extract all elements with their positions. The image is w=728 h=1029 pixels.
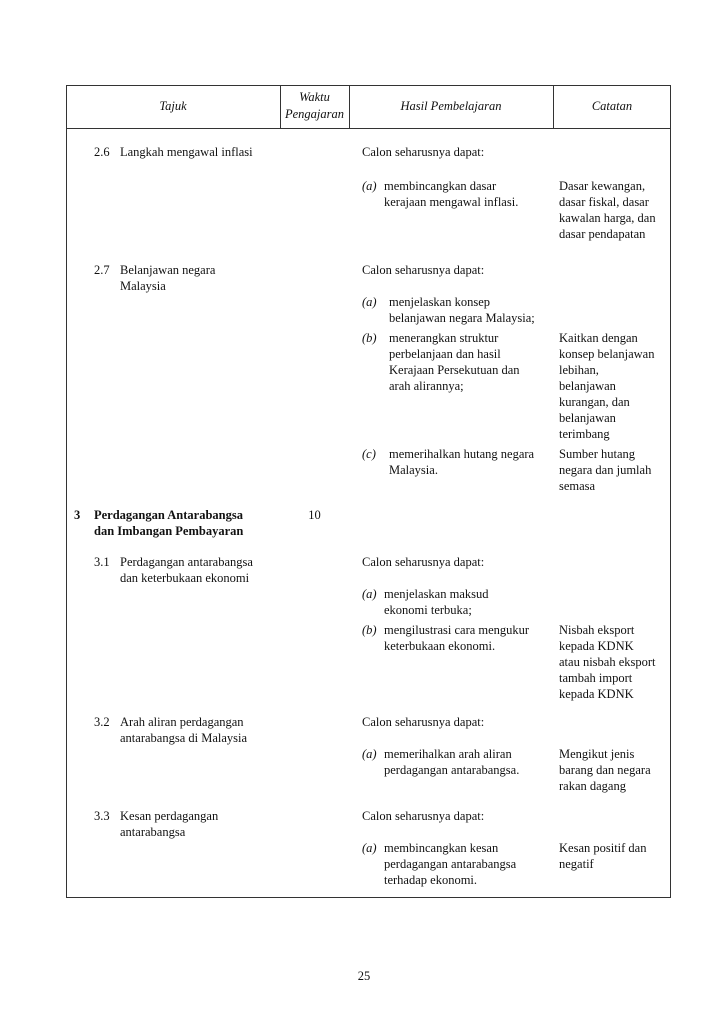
outcome-marker: (a) bbox=[362, 747, 377, 761]
topic-number: 3.3 bbox=[94, 809, 110, 823]
outcome-text: ekonomi terbuka; bbox=[384, 603, 472, 617]
note-text: barang dan negara bbox=[559, 763, 651, 777]
header-catatan: Catatan bbox=[591, 99, 633, 113]
outcome-text: membincangkan kesan bbox=[384, 841, 499, 855]
outcome-marker: (a) bbox=[362, 841, 377, 855]
note-text: dasar fiskal, dasar bbox=[559, 195, 649, 209]
outcome-text: kerajaan mengawal inflasi. bbox=[384, 195, 519, 209]
outcome-text: Kerajaan Persekutuan dan bbox=[389, 363, 520, 377]
outcome-text: memerihalkan arah aliran bbox=[384, 747, 512, 761]
note-text: atau nisbah eksport bbox=[559, 655, 656, 669]
note-text: Kaitkan dengan bbox=[559, 331, 638, 345]
outcome-text: keterbukaan ekonomi. bbox=[384, 639, 496, 653]
note-text: rakan dagang bbox=[559, 779, 626, 793]
topic-number: 2.6 bbox=[94, 145, 110, 159]
topic-title: dan keterbukaan ekonomi bbox=[120, 571, 250, 585]
outcome-text: membincangkan dasar bbox=[384, 179, 497, 193]
outcome-text: menerangkan struktur bbox=[389, 331, 499, 345]
outcome-intro: Calon seharusnya dapat: bbox=[362, 715, 485, 729]
note-text: kepada KDNK bbox=[559, 687, 634, 701]
note-text: kawalan harga, dan bbox=[559, 211, 656, 225]
outcome-text: menjelaskan konsep bbox=[389, 295, 491, 309]
note-text: kepada KDNK bbox=[559, 639, 634, 653]
note-text: negatif bbox=[559, 857, 594, 871]
outcome-marker: (a) bbox=[362, 179, 377, 193]
outcome-text: perbelanjaan dan hasil bbox=[389, 347, 501, 361]
outcome-marker: (a) bbox=[362, 587, 377, 601]
note-text: lebihan, bbox=[559, 363, 599, 377]
topic-title: antarabangsa bbox=[120, 825, 186, 839]
note-text: Mengikut jenis bbox=[559, 747, 635, 761]
section-hours: 10 bbox=[308, 508, 321, 522]
note-text: tambah import bbox=[559, 671, 633, 685]
note-text: konsep belanjawan bbox=[559, 347, 655, 361]
outcome-intro: Calon seharusnya dapat: bbox=[362, 145, 485, 159]
note-text: semasa bbox=[559, 479, 596, 493]
note-text: belanjawan bbox=[559, 411, 616, 425]
outcome-text: arah alirannya; bbox=[389, 379, 464, 393]
topic-number: 3.1 bbox=[94, 555, 110, 569]
outcome-text: terhadap ekonomi. bbox=[384, 873, 478, 887]
outcome-text: menjelaskan maksud bbox=[384, 587, 489, 601]
topic-title: antarabangsa di Malaysia bbox=[120, 731, 248, 745]
topic-title: Langkah mengawal inflasi bbox=[120, 145, 253, 159]
note-text: Kesan positif dan bbox=[559, 841, 647, 855]
header-waktu-line2: Pengajaran bbox=[284, 107, 345, 121]
topic-number: 2.7 bbox=[94, 263, 110, 277]
note-text: belanjawan bbox=[559, 379, 616, 393]
header-tajuk: Tajuk bbox=[159, 99, 187, 113]
outcome-intro: Calon seharusnya dapat: bbox=[362, 263, 485, 277]
outcome-intro: Calon seharusnya dapat: bbox=[362, 555, 485, 569]
outcome-marker: (c) bbox=[362, 447, 376, 461]
outcome-text: perdagangan antarabangsa. bbox=[384, 763, 520, 777]
note-text: terimbang bbox=[559, 427, 610, 441]
outcome-intro: Calon seharusnya dapat: bbox=[362, 809, 485, 823]
topic-title: Kesan perdagangan bbox=[120, 809, 219, 823]
topic-title: Belanjawan negara bbox=[120, 263, 216, 277]
section-number: 3 bbox=[74, 508, 81, 522]
topic-title: Perdagangan antarabangsa bbox=[120, 555, 253, 569]
note-text: Nisbah eksport bbox=[559, 623, 635, 637]
outcome-text: perdagangan antarabangsa bbox=[384, 857, 517, 871]
note-text: Sumber hutang bbox=[559, 447, 636, 461]
header-divider bbox=[66, 128, 671, 129]
outcome-marker: (b) bbox=[362, 623, 377, 637]
outcome-text: Malaysia. bbox=[389, 463, 438, 477]
header-waktu-line1: Waktu bbox=[299, 90, 330, 104]
page-number: 25 bbox=[357, 969, 371, 983]
outcome-text: mengilustrasi cara mengukur bbox=[384, 623, 530, 637]
note-text: negara dan jumlah bbox=[559, 463, 652, 477]
note-text: dasar pendapatan bbox=[559, 227, 646, 241]
section-title: Perdagangan Antarabangsa bbox=[94, 508, 243, 522]
header-hasil: Hasil Pembelajaran bbox=[400, 99, 502, 113]
note-text: kurangan, dan bbox=[559, 395, 630, 409]
section-title: dan Imbangan Pembayaran bbox=[94, 524, 244, 538]
outcome-text: belanjawan negara Malaysia; bbox=[389, 311, 535, 325]
topic-title: Malaysia bbox=[120, 279, 166, 293]
outcome-text: memerihalkan hutang negara bbox=[389, 447, 535, 461]
outcome-marker: (b) bbox=[362, 331, 377, 345]
topic-title: Arah aliran perdagangan bbox=[120, 715, 244, 729]
outcome-marker: (a) bbox=[362, 295, 377, 309]
note-text: Dasar kewangan, bbox=[559, 179, 646, 193]
topic-number: 3.2 bbox=[94, 715, 110, 729]
